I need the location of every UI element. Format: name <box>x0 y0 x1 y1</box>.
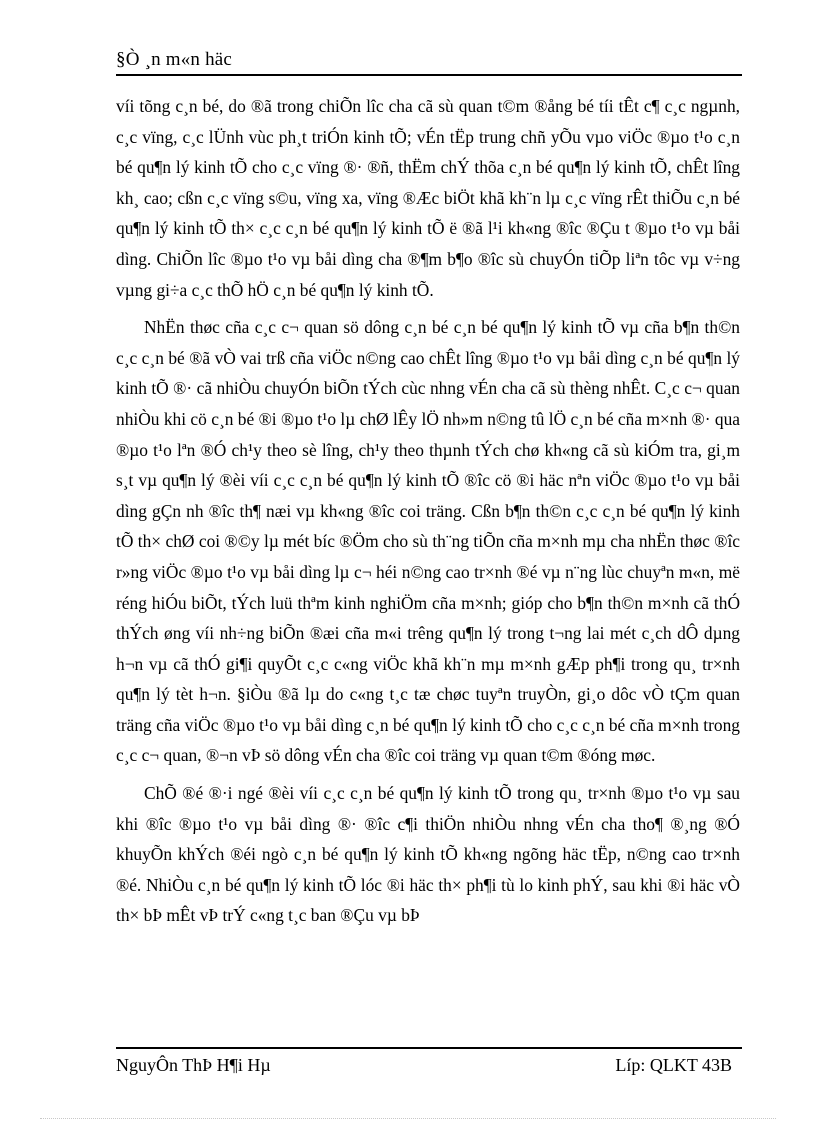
page-header-title: §Ò ¸n m«n häc <box>116 49 233 70</box>
footer-divider <box>116 1047 742 1049</box>
footer-class-label: Líp: QLKT 43B <box>615 1055 732 1075</box>
body-paragraph-2: NhËn thøc cña c¸c c¬ quan sö dông c¸n bé c¸n bé qu¶n lý kinh tÕ vµ cña b¶n th©n c¸c c¸n bé ®ã vÒ vai trß cña viÖc n©ng cao chÊt lîng ®µo t¹o vµ båi dìng c¸n bé qu¶n lý kinh tÕ ®· cã nhiÒu chuyÓn biÕn tÝch cùc nhng vÉn cha cã sù thèng nhÊt. C¸c c¬ quan nhiÒu khi cö c¸n bé ®i ®µo t¹o lµ chØ lÊy lÖ nh»m n©ng tû lÖ c¸n bé cña m×nh ®· qua ®µo t¹o lªn ®Ó ch¹y theo sè lîng, ch¹y theo thµnh tÝch chø kh«ng cã sù kiÓm tra, gi¸m s¸t vµ qu¶n lý ®èi víi c¸c c¸n bé qu¶n lý kinh tÕ ®îc cö ®i häc nªn viÖc ®µo t¹o vµ båi dìng gÇn nh ®îc th¶ næi vµ kh«ng ®îc coi träng. Cßn b¶n th©n c¸c c¸n bé qu¶n lý kinh tÕ th× chØ coi ®©y lµ mét bíc ®Öm cho sù th¨ng tiÕn cña m×nh mµ cha nhËn thøc ®îc r»ng viÖc ®µo t¹o vµ båi dìng lµ c¬ héi n©ng cao tr×nh ®é vµ n¨ng lùc chuyªn m«n, më réng hiÓu biÕt, tÝch luü thªm kinh nghiÖm cña m×nh; gióp cho b¶n th©n m×nh cã thÓ thÝch øng víi nh÷ng biÕn ®æi cña m«i trêng qu¶n lý trong t¬ng lai mét c¸ch dÔ dµng h¬n vµ cã thÓ gi¶i quyÕt c¸c c«ng viÖc khã kh¨n mµ m×nh gÆp ph¶i trong qu¸ tr×nh qu¶n lý tèt h¬n. §iÒu ®ã lµ do c«ng t¸c tæ chøc tuyªn truyÒn, gi¸o dôc vÒ tÇm quan träng cña viÖc ®µo t¹o vµ båi dìng c¸n bé qu¶n lý kinh tÕ cho c¸c c¸n bé cña m×nh trong c¸c c¬ quan, ®¬n vÞ sö dông vÉn cha ®îc coi träng vµ quan t©m ®óng møc. <box>116 317 740 766</box>
body-paragraph-3: ChÕ ®é ®·i ngé ®èi víi c¸c c¸n bé qu¶n lý kinh tÕ trong qu¸ tr×nh ®µo t¹o vµ sau khi ®îc ®µo t¹o vµ båi dìng ®· ®îc c¶i thiÖn nhiÒu nhng vÉn cha tho¶ ®¸ng ®Ó khuyÕn khÝch ®éi ngò c¸n bé qu¶n lý kinh tÕ kh«ng ngõng häc tËp, n©ng cao tr×nh ®é. NhiÒu c¸n bé qu¶n lý kinh tÕ lóc ®i häc th× ph¶i tù lo kinh phÝ, sau khi ®i häc vÒ th× bÞ mÊt vÞ trÝ c«ng t¸c ban ®Çu vµ bÞ <box>116 783 740 926</box>
document-body <box>116 91 740 931</box>
header-divider <box>116 74 742 76</box>
body-paragraph-1: víi tõng c¸n bé, do ®ã trong chiÕn lîc cha cã sù quan t©m ®ång bé tíi tÊt c¶ c¸c ngµnh, c¸c vïng, c¸c lÜnh vùc ph¸t triÓn kinh tÕ; vÉn tËp trung chñ yÕu vµo viÖc ®µo t¹o c¸n bé qu¶n lý kinh tÕ cho c¸c vïng ®· ®ñ, thËm chÝ thõa c¸n bé qu¶n lý kinh tÕ, chÊt lîng kh¸ cao; cßn c¸c vïng s©u, vïng xa, vïng ®Æc biÖt khã kh¨n lµ c¸c vïng rÊt thiÕu c¸n bé qu¶n lý kinh tÕ th× c¸c c¸n bé qu¶n lý kinh tÕ ë ®ã l¹i kh«ng ®îc ®Çu t ®µo t¹o vµ båi dìng. ChiÕn lîc ®µo t¹o vµ båi dìng cha ®¶m b¶o ®îc sù chuyÓn tiÕp liªn tôc vµ v÷ng vµng gi÷a c¸c thÕ hÖ c¸n bé qu¶n lý kinh tÕ. <box>116 96 740 300</box>
page-bottom-dotted-border <box>40 1118 776 1119</box>
footer-author: NguyÔn ThÞ H¶i Hµ <box>116 1055 271 1075</box>
